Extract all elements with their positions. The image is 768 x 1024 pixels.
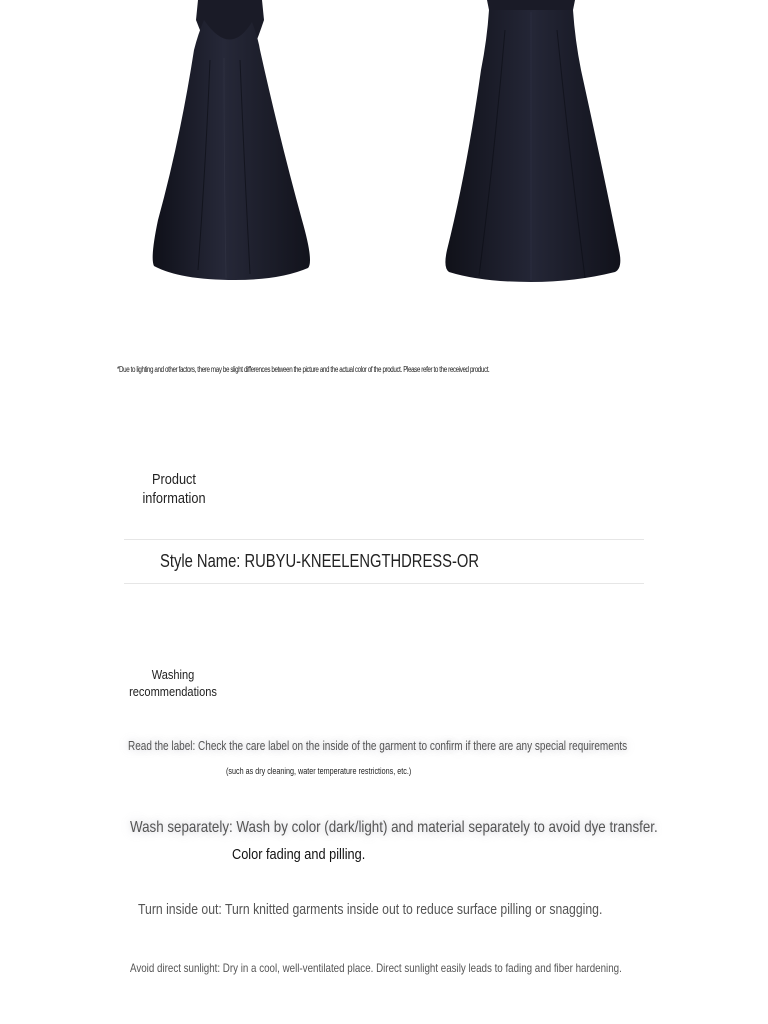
washing-heading-line1: Washing — [151, 667, 195, 682]
wash-read-label: Read the label: Check the care label on the inside of the garment to confirm if there are any special requirements — [128, 739, 628, 753]
wash-avoid-sunlight: Avoid direct sunlight: Dry in a cool, well-ventilated place. Direct sunlight easily leads to fading and fiber hardening. — [130, 961, 622, 975]
dress-back-image — [435, 0, 635, 290]
divider-top — [124, 539, 644, 540]
washing-heading-line2: recommendations — [129, 684, 217, 699]
dress-front-icon — [153, 0, 310, 280]
dress-front-image — [140, 0, 330, 290]
product-heading-line1: Product — [152, 471, 196, 488]
wash-separately-sub: Color fading and pilling. — [232, 846, 366, 863]
color-disclaimer: *Due to lighting and other factors, there may be slight differences between the picture and the actual color of the product. Please refer to the received product. — [117, 365, 490, 374]
wash-separately: Wash separately: Wash by color (dark/light) and material separately to avoid dye transfer. — [130, 819, 658, 836]
dress-back-icon — [445, 0, 620, 282]
washing-recommendations-heading — [122, 666, 224, 700]
product-heading-line2: information — [142, 490, 206, 507]
wash-inside-out: Turn inside out: Turn knitted garments inside out to reduce surface pilling or snagging. — [138, 901, 603, 918]
style-name: Style Name: RUBYU-KNEELENGTHDRESS-OR — [160, 551, 480, 571]
wash-read-label-sub: (such as dry cleaning, water temperature restrictions, etc.) — [226, 766, 412, 776]
product-information-heading — [132, 470, 217, 508]
divider-bottom — [124, 583, 644, 584]
